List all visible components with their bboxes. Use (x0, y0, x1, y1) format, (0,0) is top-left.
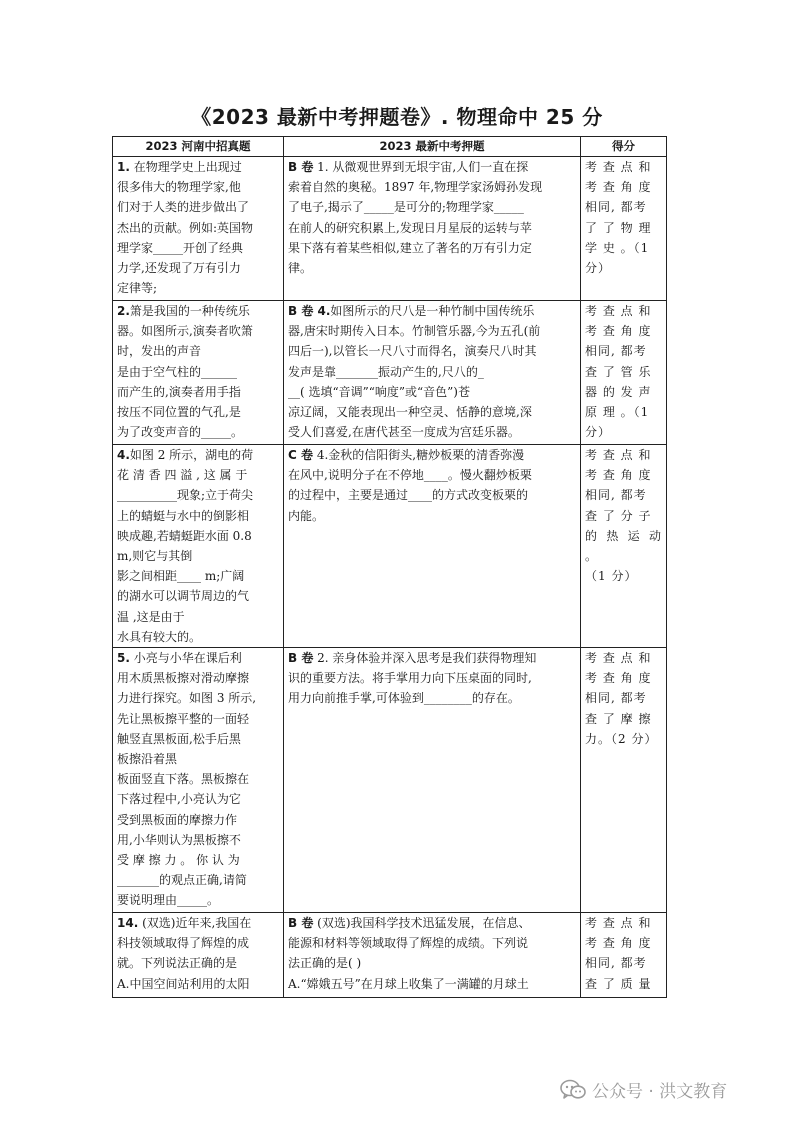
cell-line (117, 157, 279, 177)
cell-line (117, 648, 279, 668)
comparison-table (112, 136, 667, 998)
wechat-icon (560, 1079, 586, 1101)
cell-line: 考 查 角 度 (585, 468, 652, 483)
score-cell (581, 648, 667, 913)
cell-line: 理学家_____开创了经典 (117, 240, 244, 255)
cell-line: 相同, 都考 (585, 488, 647, 503)
cell-line: 查 了 管 乐 (585, 364, 652, 379)
cell-line: 下落过程中,小亮认为它 (117, 792, 241, 807)
prediction-question-cell (284, 301, 581, 445)
cell-line: 分） (585, 261, 612, 276)
cell-line: 触竖直黑板面,松手后黑 (117, 731, 241, 746)
question-label: 1. (117, 160, 130, 174)
cell-line: 用,小华则认为黑板擦不 (117, 832, 241, 847)
cell-line: 凉辽阔，又能表现出一种空灵、恬静的意境,深 (288, 405, 532, 420)
question-label: B 卷 (288, 651, 314, 666)
cell-line: 的过程中，主要是通过____的方式改变板栗的 (288, 488, 529, 503)
cell-line: 器,唐宋时期传入日本。竹制管乐器,今为五孔(前 (288, 324, 541, 339)
table-row (113, 445, 667, 648)
cell-line: 考 查 点 和 (585, 160, 652, 174)
score-cell (581, 157, 667, 301)
table-row (113, 648, 667, 913)
watermark (560, 1077, 727, 1102)
exam-question-cell (113, 648, 284, 913)
cell-text: (双选)近年来,我国在 (138, 916, 252, 931)
cell-line: 考 查 点 和 (585, 916, 652, 931)
cell-line: 们对于人类的进步做出了 (117, 200, 250, 215)
header-score: 得分 (581, 137, 667, 157)
cell-line: 影之间相距____ m;广阔 (117, 569, 245, 584)
cell-line (288, 913, 576, 933)
cell-line: A.中国空间站利用的太阳 (117, 976, 250, 991)
exam-question-cell (113, 445, 284, 648)
cell-line: 用力向前推手掌,可体验到________的存在。 (288, 691, 520, 706)
question-label: C 卷 (288, 448, 313, 462)
cell-line: 映成趣,若蜻蜓距水面 0.8 (117, 528, 252, 543)
cell-line: 考 查 点 和 (585, 448, 652, 462)
cell-line: 在风中,说明分子在不停地____。慢火翻炒板栗 (288, 468, 532, 483)
question-label: B 卷 (288, 160, 314, 174)
cell-line: 考 查 角 度 (585, 671, 652, 686)
cell-line: 力。（2 分） (585, 731, 658, 746)
cell-text: 4.金秋的信阳街头,糖炒板栗的清香弥漫 (313, 448, 525, 462)
cell-text: 如图所示的尺八是一种竹制中国传统乐 (330, 304, 535, 318)
cell-line (288, 445, 576, 465)
question-label: B 卷 4. (288, 304, 331, 318)
cell-text: 箫是我国的一种传统乐 (129, 304, 250, 318)
question-label: B 卷 (288, 916, 314, 931)
cell-line: 用木质黑板擦对滑动摩擦 (117, 671, 250, 686)
cell-line: 板擦沿着黑 (117, 752, 178, 767)
cell-line: 为了改变声音的_____。 (117, 425, 244, 440)
cell-line: 索着自然的奥秘。1897 年,物理学家汤姆孙发现 (288, 180, 543, 195)
cell-line: 要说明理由_____。 (117, 893, 220, 908)
cell-line: 受到黑板面的摩擦力作 (117, 812, 238, 827)
cell-line: 能源和材料等领域取得了辉煌的成绩。下列说 (288, 936, 529, 951)
cell-line: 是由于空气柱的______ (117, 364, 238, 379)
cell-line: 温 ,这是由于 (117, 609, 185, 624)
cell-line: __( 选填“音调”“响度”或“音色”)苍 (288, 384, 470, 399)
exam-question-cell (113, 913, 284, 998)
cell-text: 在物理学史上出现过 (129, 160, 242, 174)
cell-text: 2. 亲身体验并深入思考是我们获得物理知 (313, 651, 537, 666)
prediction-question-cell (284, 913, 581, 998)
cell-line: 四后一),以管长一尺八寸而得名，演奏尺八时其 (288, 344, 537, 359)
watermark-text: 公众号 · 洪文教育 (592, 1082, 728, 1102)
cell-line: m,则它与其倒 (117, 549, 193, 564)
question-label: 2. (117, 304, 130, 318)
table-row (113, 913, 667, 998)
cell-line: 的湖水可以调节周边的气 (117, 589, 250, 604)
question-label: 4. (117, 448, 130, 462)
cell-line (117, 301, 279, 321)
cell-line: 受人们喜爱,在唐代甚至一度成为宫廷乐器。 (288, 425, 520, 440)
cell-line: 律。 (288, 261, 313, 276)
cell-line: 相同, 都考 (585, 344, 647, 359)
question-label: 14. (117, 916, 139, 931)
header-exam: 2023 河南中招真题 (113, 137, 284, 157)
cell-line (117, 445, 279, 465)
cell-line: 器 的 发 声 (585, 384, 652, 399)
cell-line: 了电子,揭示了_____是可分的;物理学家_____ (288, 200, 524, 215)
cell-line: 时，发出的声音 (117, 344, 202, 359)
cell-line: 而产生的,演奏者用手指 (117, 384, 241, 399)
question-label: 5. (117, 651, 130, 666)
cell-line: 考 查 角 度 (585, 936, 652, 951)
cell-line: _______的观点正确,请简 (117, 873, 247, 888)
cell-line: 考 查 点 和 (585, 304, 652, 318)
table-header-row (113, 137, 667, 157)
prediction-question-cell (284, 648, 581, 913)
cell-line: 水具有较大的。 (117, 629, 202, 644)
exam-question-cell (113, 157, 284, 301)
cell-line: 法正确的是( ) (288, 956, 362, 971)
cell-line: 识的重要方法。将手掌用力向下压桌面的同时, (288, 671, 532, 686)
cell-line: 器。如图所示,演奏者吹箫 (117, 324, 253, 339)
cell-line: __________现象;立于荷尖 (117, 488, 254, 503)
cell-line: 相同, 都考 (585, 691, 647, 706)
cell-line: 在前人的研究积累上,发现日月星辰的运转与苹 (288, 220, 532, 235)
cell-line: 原 理 。（1 (585, 405, 650, 420)
cell-line (288, 157, 576, 177)
cell-line: 考 查 角 度 (585, 180, 652, 195)
score-cell (581, 301, 667, 445)
prediction-question-cell (284, 157, 581, 301)
prediction-question-cell (284, 445, 581, 648)
cell-text: 小亮与小华在课后利 (129, 651, 242, 666)
cell-line: （1 分） (585, 569, 638, 584)
cell-line: 学 史 。（1 (585, 240, 650, 255)
cell-line: 查 了 分 子 (585, 508, 652, 523)
cell-line: 按压不同位置的气孔,是 (117, 405, 241, 420)
cell-text: 如图 2 所示，湖电的荷 (129, 448, 254, 462)
cell-line: 科技领域取得了辉煌的成 (117, 936, 250, 951)
score-cell (581, 445, 667, 648)
cell-text: (双选)我国科学技术迅猛发展，在信息、 (313, 916, 531, 931)
cell-line: 考 查 点 和 (585, 651, 652, 666)
cell-line: 定律等; (117, 281, 158, 296)
cell-line: 查 了 质 量 (585, 976, 652, 991)
cell-line: 杰出的贡献。例如:英国物 (117, 220, 254, 235)
cell-line: 查 了 摩 擦 (585, 711, 652, 726)
cell-line (117, 913, 279, 933)
cell-line (288, 648, 576, 668)
cell-line (288, 301, 576, 321)
cell-text: 1. 从微观世界到无垠宇宙,人们一直在探 (313, 160, 529, 174)
cell-line: 力进行探究。如图 3 所示, (117, 691, 257, 706)
cell-line: 板面竖直下落。黑板擦在 (117, 772, 250, 787)
cell-line: 分） (585, 425, 612, 440)
cell-line: 发声是靠_______振动产生的,尺八的_ (288, 364, 484, 379)
header-prediction: 2023 最新中考押题 (284, 137, 581, 157)
cell-line: 就。下列说法正确的是 (117, 956, 238, 971)
cell-line: 的 热 运 动 。 (585, 528, 662, 564)
exam-question-cell (113, 301, 284, 445)
cell-line: 果下落有着某些相似,建立了著名的万有引力定 (288, 240, 532, 255)
cell-line: 受 摩 擦 力 。 你 认 为 (117, 853, 240, 868)
score-cell (581, 913, 667, 998)
cell-line: 上的蜻蜓与水中的倒影相 (117, 508, 250, 523)
cell-line: 考 查 角 度 (585, 324, 652, 339)
cell-line: 花 清 香 四 溢 , 这 属 于 (117, 468, 248, 483)
page-title: 《2023 最新中考押题卷》. 物理命中 25 分 (191, 105, 603, 129)
cell-line: A.“嫦娥五号”在月球上收集了一满罐的月球土 (288, 976, 529, 991)
cell-line: 很多伟大的物理学家,他 (117, 180, 241, 195)
table-row (113, 301, 667, 445)
cell-line: 先让黑板擦平整的一面轻 (117, 711, 250, 726)
cell-line: 了 了 物 理 (585, 220, 652, 235)
cell-line: 相同, 都考 (585, 956, 647, 971)
cell-line: 相同, 都考 (585, 200, 647, 215)
table-row (113, 157, 667, 301)
cell-line: 内能。 (288, 508, 325, 523)
cell-line: 力学,还发现了万有引力 (117, 261, 241, 276)
